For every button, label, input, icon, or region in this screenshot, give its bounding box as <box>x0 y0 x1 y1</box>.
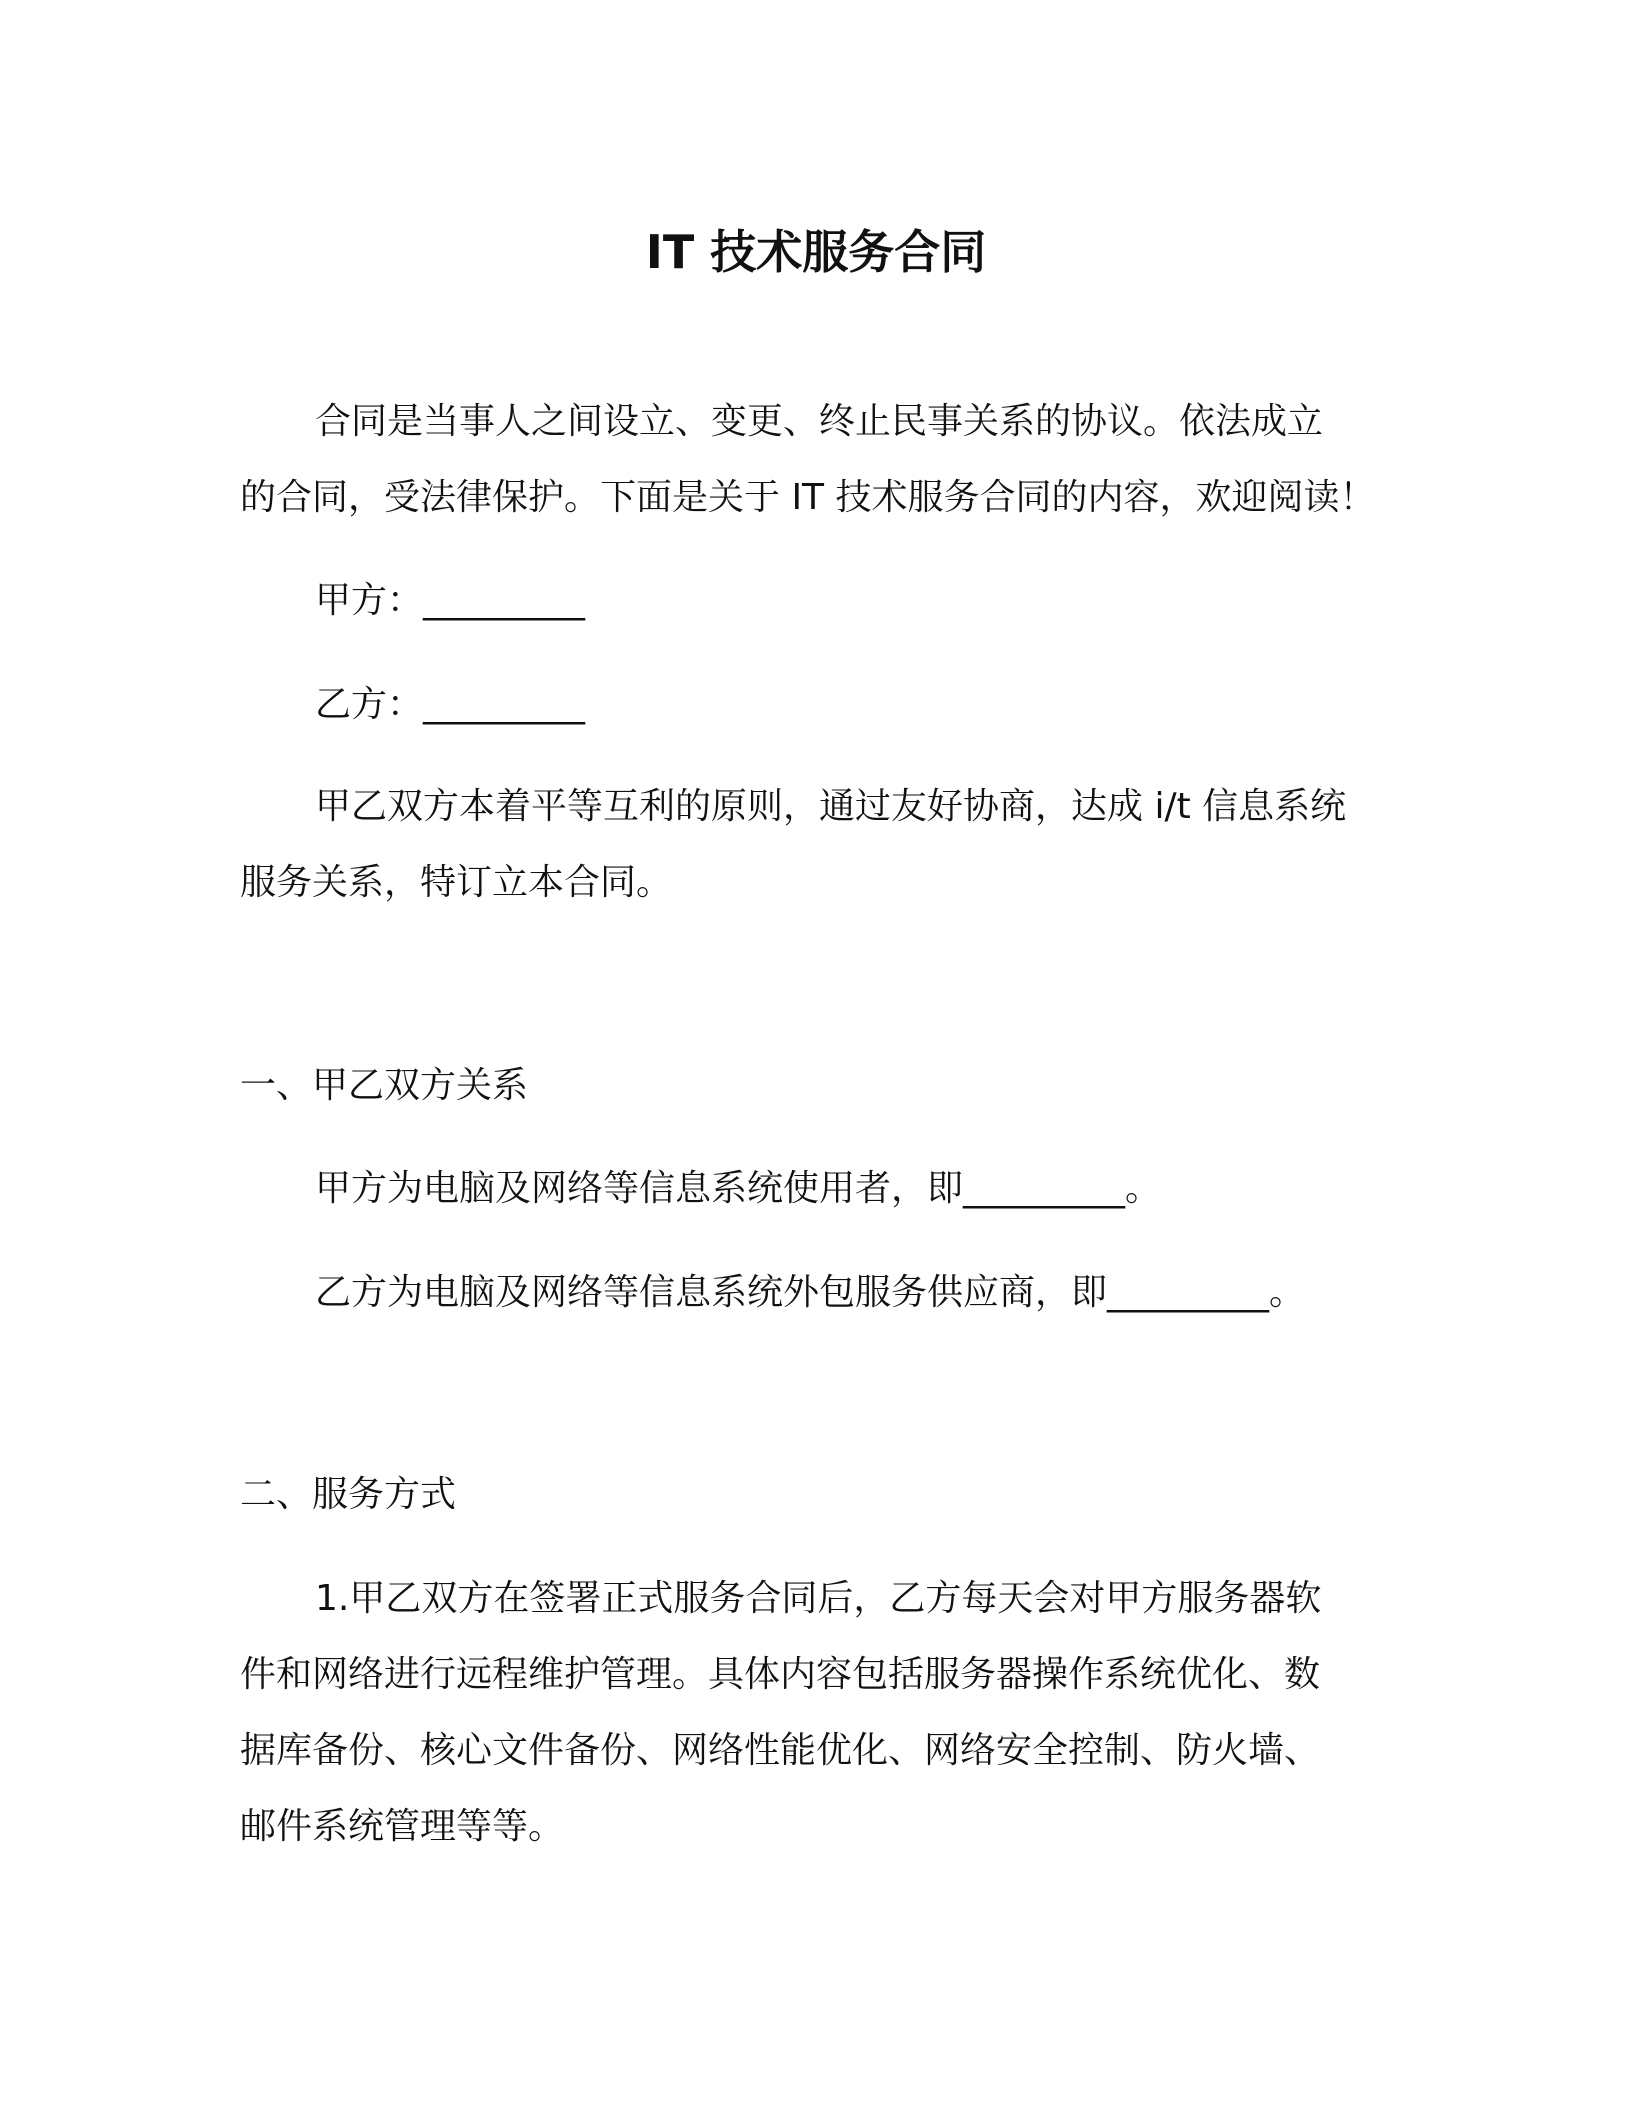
section-2-line-2: 件和网络进行远程维护管理。具体内容包括服务器操作系统优化、数 <box>240 1654 1321 1695</box>
section-1-paragraph-1: 甲方为电脑及网络等信息系统使用者，即_________。 <box>315 1168 1162 1209</box>
section-2-line-4: 邮件系统管理等等。 <box>240 1806 565 1847</box>
intro-line-1: 合同是当事人之间设立、变更、终止民事关系的协议。依法成立 <box>315 401 1324 442</box>
section-2-heading: 二、服务方式 <box>240 1474 457 1515</box>
party-b-field: 乙方：_________ <box>315 684 586 725</box>
section-2-line-1: 1.甲乙双方在签署正式服务合同后，乙方每天会对甲方服务器软 <box>315 1578 1322 1619</box>
preamble-line-2: 服务关系，特订立本合同。 <box>240 862 673 903</box>
section-1-heading: 一、甲乙双方关系 <box>240 1065 529 1106</box>
party-a-field: 甲方：_________ <box>315 580 586 621</box>
preamble-line-1: 甲乙双方本着平等互利的原则，通过友好协商，达成 i/t 信息系统 <box>315 786 1347 827</box>
section-2-line-3: 据库备份、核心文件备份、网络性能优化、网络安全控制、防火墙、 <box>240 1730 1321 1771</box>
document-title: IT 技术服务合同 <box>645 225 987 279</box>
intro-line-2: 的合同，受法律保护。下面是关于 IT 技术服务合同的内容，欢迎阅读！ <box>240 477 1376 518</box>
section-1-paragraph-2: 乙方为电脑及网络等信息系统外包服务供应商，即_________。 <box>315 1272 1306 1313</box>
